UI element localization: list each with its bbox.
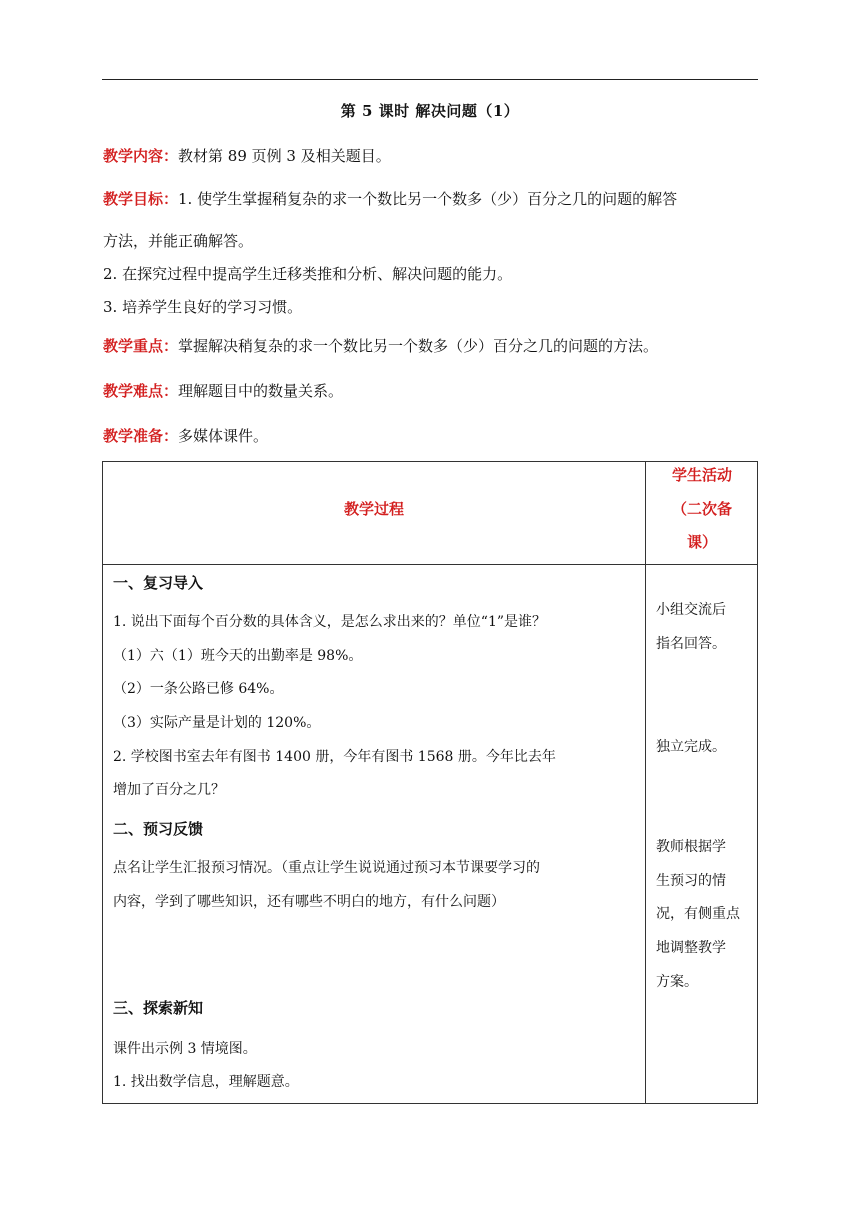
activity-note-1b: 指名回答。 (656, 636, 726, 652)
lesson-title: 第 5 课时 解决问题（1） (340, 102, 520, 120)
activity-note-3a: 教师根据学 (656, 839, 726, 855)
header-student-activity-2: （二次备 (671, 500, 732, 518)
review-item-2: （2）一条公路已修 64%。 (113, 681, 284, 697)
teaching-key-row (103, 335, 763, 356)
preview-text-a: 点名让学生汇报预习情况。（重点让学生说说通过预习本节课要学习的 (113, 860, 540, 876)
review-question-2a: 2. 学校图书室去年有图书 1400 册，今年有图书 1568 册。今年比去年 (113, 749, 556, 765)
teaching-key-text: 掌握解决稍复杂的求一个数比另一个数多（少）百分之几的问题的方法。 (178, 337, 659, 355)
activity-note-3c: 况，有侧重点 (656, 906, 740, 922)
header-rule (102, 79, 758, 80)
activity-note-3b: 生预习的情 (656, 873, 726, 889)
teaching-prep-text: 多媒体课件。 (178, 427, 269, 445)
teaching-prep-row (103, 425, 763, 446)
teaching-goal-1b: 方法，并能正确解答。 (103, 232, 254, 250)
teaching-goal-1a: 1. 使学生掌握稍复杂的求一个数比另一个数多（少）百分之几的问题的解答 (178, 190, 678, 208)
activity-note-3d: 地调整教学 (656, 940, 726, 956)
activity-note-3e: 方案。 (656, 974, 698, 990)
explore-text-b: 1. 找出数学信息，理解题意。 (113, 1074, 299, 1090)
header-student-activity-3: 课） (686, 533, 717, 551)
section-explore-title: 三、探索新知 (113, 999, 204, 1017)
teaching-difficulty-label: 教学难点： (103, 382, 179, 400)
table-column-divider (645, 462, 646, 1103)
teaching-difficulty-text: 理解题目中的数量关系。 (178, 382, 344, 400)
activity-note-2: 独立完成。 (656, 739, 726, 755)
header-teaching-process: 教学过程 (343, 500, 404, 518)
preview-text-b: 内容，学到了哪些知识，还有哪些不明白的地方，有什么问题） (113, 894, 505, 910)
activity-note-1a: 小组交流后 (656, 602, 726, 618)
review-question-1: 1. 说出下面每个百分数的具体含义，是怎么求出来的？单位“1”是谁？ (113, 614, 547, 630)
teaching-content-text: 教材第 89 页例 3 及相关题目。 (178, 147, 391, 165)
header-student-activity-1: 学生活动 (671, 466, 732, 484)
teaching-goal-3: 3. 培养学生良好的学习习惯。 (103, 298, 303, 316)
teaching-content-label: 教学内容： (103, 147, 179, 165)
section-preview-title: 二、预习反馈 (113, 820, 204, 838)
section-review-title: 一、复习导入 (113, 574, 204, 592)
teaching-goal-row (103, 188, 763, 209)
teaching-goal-2: 2. 在探究过程中提高学生迁移类推和分析、解决问题的能力。 (103, 265, 513, 283)
teaching-goal-label: 教学目标： (103, 190, 179, 208)
explore-text-a: 课件出示例 3 情境图。 (113, 1041, 257, 1057)
table-header-divider (103, 564, 757, 565)
teaching-key-label: 教学重点： (103, 337, 179, 355)
review-item-3: （3）实际产量是计划的 120%。 (113, 715, 321, 731)
teaching-prep-label: 教学准备： (103, 427, 179, 445)
teaching-difficulty-row (103, 380, 763, 401)
teaching-content-row (103, 145, 763, 166)
review-question-2b: 增加了百分之几？ (113, 782, 225, 798)
lesson-process-table (102, 461, 758, 1104)
review-item-1: （1）六（1）班今天的出勤率是 98%。 (113, 648, 363, 664)
